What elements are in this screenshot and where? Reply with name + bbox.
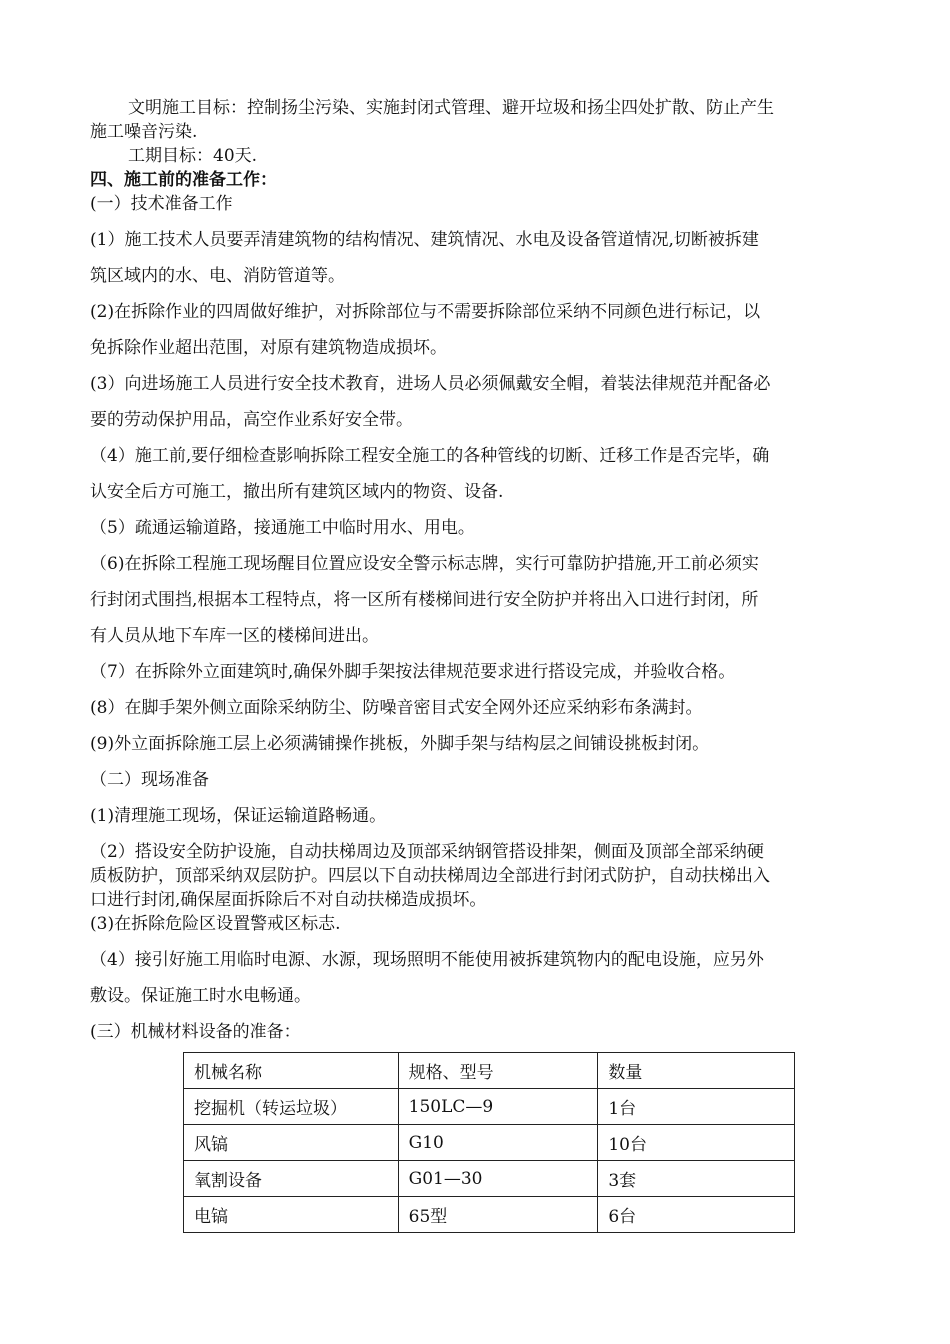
table-cell: G10 — [398, 1125, 598, 1161]
site-item-3-line1: (3)在拆除危险区设置警戒区标志. — [90, 914, 341, 934]
tech-item — [90, 690, 862, 726]
equipment-table — [183, 1052, 795, 1233]
tech-item-6-line1: （6)在拆除工程施工现场醒目位置应设安全警示标志牌，实行可靠防护措施,开工前必须实 — [90, 554, 759, 574]
table-cell: 6台 — [598, 1197, 795, 1233]
site-item — [90, 840, 862, 912]
site-item-2-line3: 口进行封闭,确保屋面拆除后不对自动扶梯造成损坏。 — [90, 890, 487, 910]
site-item-2-line2: 质板防护，顶部采纳双层防护。四层以下自动扶梯周边全部进行封闭式防护，自动扶梯出入 — [90, 866, 770, 886]
table-header-cell: 规格、型号 — [398, 1053, 598, 1089]
site-prep-title: （二）现场准备 — [90, 770, 209, 790]
table-row — [184, 1197, 795, 1233]
tech-item — [90, 510, 862, 546]
machines-title: (三）机械材料设备的准备： — [90, 1022, 301, 1042]
tech-item — [90, 366, 862, 438]
table-cell: 挖掘机（转运垃圾） — [184, 1089, 399, 1125]
tech-item — [90, 294, 862, 366]
table-cell: 3套 — [598, 1161, 795, 1197]
table-header-cell: 机械名称 — [184, 1053, 399, 1089]
table-cell: 风镐 — [184, 1125, 399, 1161]
table-header-cell: 数量 — [598, 1053, 795, 1089]
tech-item-4-line1: （4）施工前,要仔细检查影响拆除工程安全施工的各种管线的切断、迁移工作是否完毕，确 — [90, 446, 770, 466]
tech-prep-title: (一）技术准备工作 — [90, 194, 233, 214]
table-cell: 氧割设备 — [184, 1161, 399, 1197]
table-row — [184, 1161, 795, 1197]
tech-item-1-line1: (1）施工技术人员要弄清建筑物的结构情况、建筑情况、水电及设备管道情况,切断被拆建 — [90, 230, 759, 250]
site-item-4-line2: 敷设。保证施工时水电畅通。 — [90, 986, 311, 1006]
tech-item-8-line1: (8）在脚手架外侧立面除采纳防尘、防噪音密目式安全网外还应采纳彩布条满封。 — [90, 698, 703, 718]
tech-item-4-line2: 认安全后方可施工，撤出所有建筑区域内的物资、设备. — [90, 482, 504, 502]
tech-item-9-line1: (9)外立面拆除施工层上必须满铺操作挑板，外脚手架与结构层之间铺设挑板封闭。 — [90, 734, 710, 754]
tech-item-7-line1: （7）在拆除外立面建筑时,确保外脚手架按法律规范要求进行搭设完成，并验收合格。 — [90, 662, 736, 682]
tech-item-3-line1: (3）向进场施工人员进行安全技术教育，进场人员必须佩戴安全帽，着装法律规范并配备必 — [90, 374, 771, 394]
site-item-4-line1: （4）接引好施工用临时电源、水源，现场照明不能使用被拆建筑物内的配电设施，应另外 — [90, 950, 764, 970]
tech-item-6-line2: 行封闭式围挡,根据本工程特点，将一区所有楼梯间进行安全防护并将出入口进行封闭，所 — [90, 590, 759, 610]
site-item-2-line1: （2）搭设安全防护设施，自动扶梯周边及顶部采纳钢管搭设排架，侧面及顶部全部采纳硬 — [90, 842, 764, 862]
table-cell: 65型 — [398, 1197, 598, 1233]
table-cell: 150LC—9 — [398, 1089, 598, 1125]
tech-item — [90, 726, 862, 762]
tech-item-1-line2: 筑区域内的水、电、消防管道等。 — [90, 266, 345, 286]
table-header-row — [184, 1053, 795, 1089]
section4-title: 四、施工前的准备工作： — [90, 170, 277, 190]
table-cell: 电镐 — [184, 1197, 399, 1233]
tech-item — [90, 654, 862, 690]
table-cell: 1台 — [598, 1089, 795, 1125]
tech-item — [90, 222, 862, 294]
tech-item — [90, 438, 862, 510]
table-row — [184, 1089, 795, 1125]
civil-target-line2: 施工噪音污染. — [90, 122, 198, 142]
tech-item-2-line2: 免拆除作业超出范围，对原有建筑物造成损坏。 — [90, 338, 447, 358]
table-cell: G01—30 — [398, 1161, 598, 1197]
document-body — [90, 96, 862, 1050]
tech-item-5-line1: （5）疏通运输道路，接通施工中临时用水、用电。 — [90, 518, 475, 538]
table-cell: 10台 — [598, 1125, 795, 1161]
site-item — [90, 942, 862, 1014]
civil-target-line1: 文明施工目标：控制扬尘污染、实施封闭式管理、避开垃圾和扬尘四处扩散、防止产生 — [128, 98, 774, 118]
schedule-target: 工期目标：40天. — [128, 146, 258, 166]
tech-item-6-line3: 有人员从地下车库一区的楼梯间进出。 — [90, 626, 379, 646]
tech-item-3-line2: 要的劳动保护用品，高空作业系好安全带。 — [90, 410, 413, 430]
table-row — [184, 1125, 795, 1161]
site-item-1-line1: (1)清理施工现场，保证运输道路畅通。 — [90, 806, 387, 826]
tech-item-2-line1: (2)在拆除作业的四周做好维护，对拆除部位与不需要拆除部位采纳不同颜色进行标记，以 — [90, 302, 761, 322]
tech-item — [90, 546, 862, 654]
